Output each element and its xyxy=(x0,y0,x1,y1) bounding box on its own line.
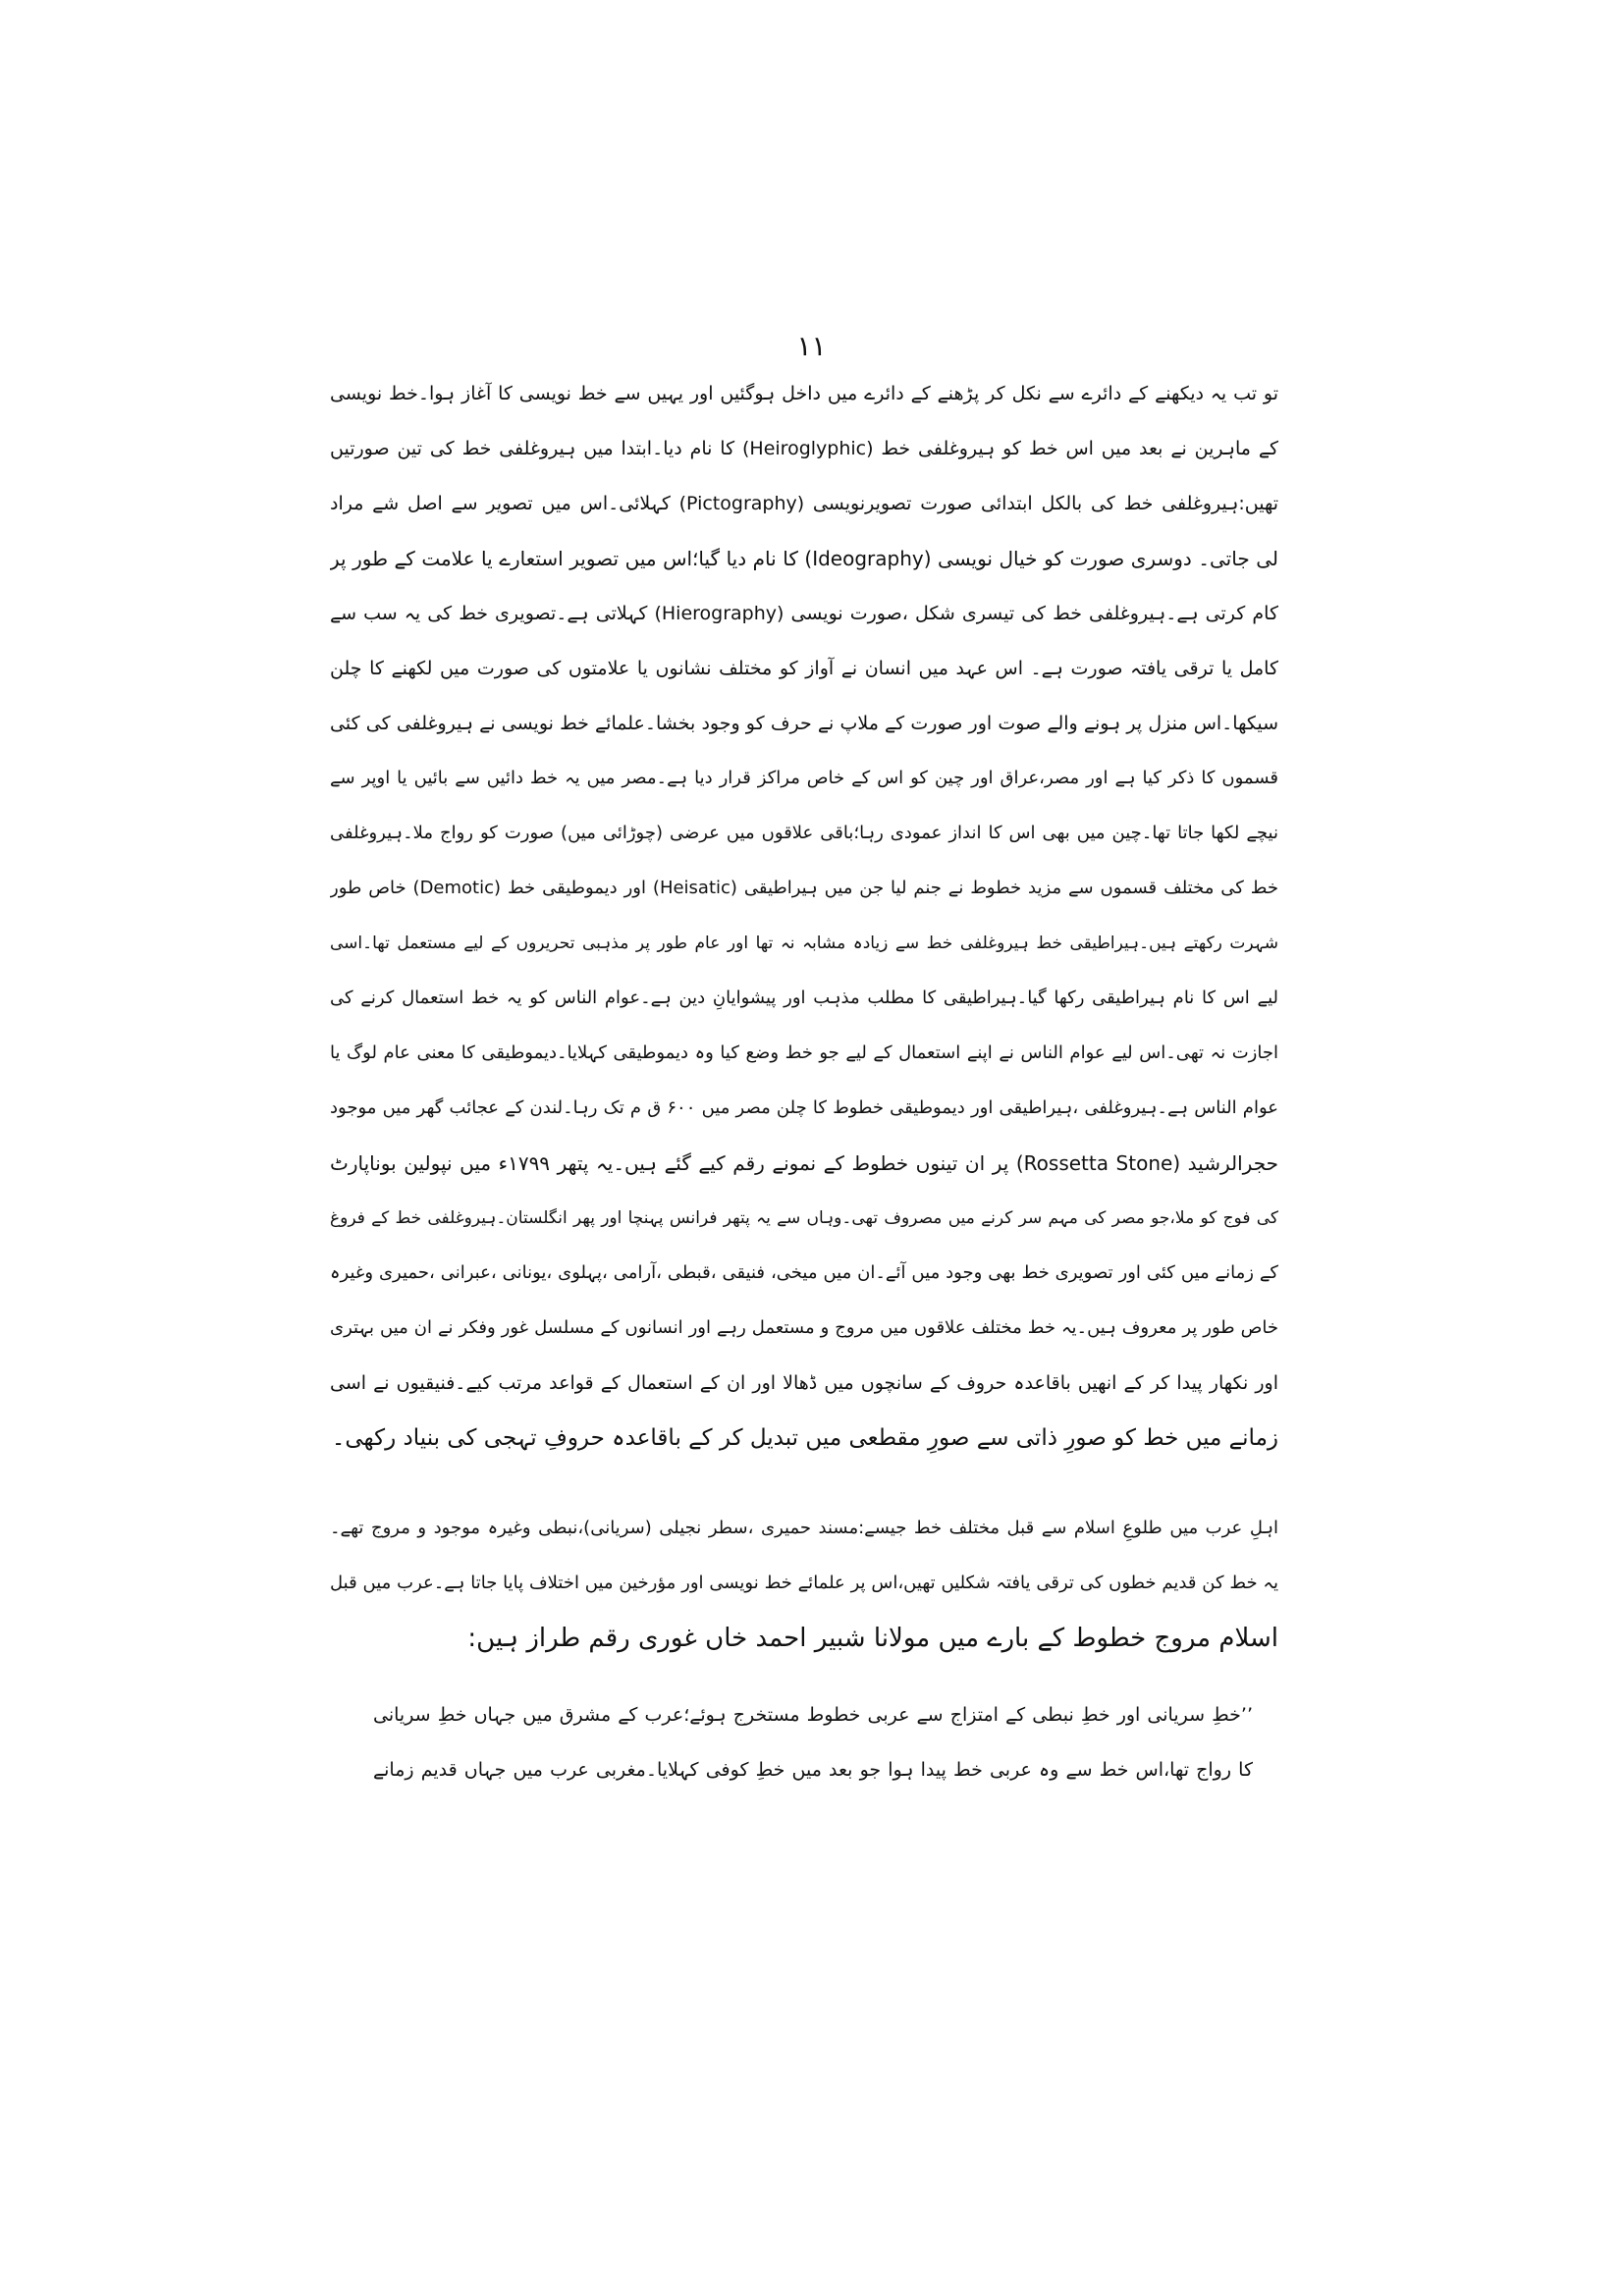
text-line: اہلِ عرب میں طلوعِ اسلام سے قبل مختلف خط جیسے:مسند حمیری ،سطر نجیلی (سریانی)،نبطی وغیرہ موجود و مروج تھے۔ xyxy=(330,1518,1278,1538)
text-line: لیے اس کا نام ہیراطیقی رکھا گیا۔ہیراطیقی کا مطلب مذہب اور پیشوایانِ دین ہے۔عوام الناس کو یہ خط استعمال کرنے کی xyxy=(330,988,1278,1008)
text-line: قسموں کا ذکر کیا ہے اور مصر،عراق اور چین کو اس کے خاص مراکز قرار دیا ہے۔مصر میں یہ خط دائیں سے بائیں یا اوپر سے xyxy=(330,768,1278,788)
text-line: خاص طور پر معروف ہیں۔یہ خط مختلف علاقوں میں مروج و مستعمل رہے اور انسانوں کے مسلسل غور وفکر نے ان میں بہتری xyxy=(330,1317,1278,1338)
paragraph-2 xyxy=(330,1501,1278,1666)
text-line: نیچے لکھا جاتا تھا۔چین میں بھی اس کا انداز عمودی رہا؛باقی علاقوں میں عرضی (چوڑائی میں) صورت کو رواج ملا۔ہیروغلفی xyxy=(330,823,1278,843)
text-line: تو تب یہ دیکھنے کے دائرے سے نکل کر پڑھنے کے دائرے میں داخل ہوگئیں اور یہیں سے خط نویسی کا آغاز ہوا۔خط نویسی xyxy=(330,383,1278,404)
text-line: کے ماہرین نے بعد میں اس خط کو ہیروغلفی خط (Heiroglyphic) کا نام دیا۔ابتدا میں ہیروغلفی خط کی تین صورتیں xyxy=(330,438,1278,459)
text-line: اسلام مروج خطوط کے بارے میں مولانا شبیر احمد خاں غوری رقم طراز ہیں: xyxy=(467,1624,1278,1653)
text-line: کی فوج کو ملا،جو مصر کی مہم سر کرنے میں مصروف تھی۔وہاں سے یہ پتھر فرانس پہنچا اور پھر انگلستان۔ہیروغلفی خط کے فروغ xyxy=(330,1208,1278,1228)
text-line: حجرالرشید (Rossetta Stone) پر ان تینوں خطوط کے نمونے رقم کیے گئے ہیں۔یہ پتھر ۱۷۹۹ء میں نپولین بوناپارٹ xyxy=(330,1151,1278,1175)
text-line: اور نکھار پیدا کر کے انھیں باقاعدہ حروف کے سانچوں میں ڈھالا اور ان کے استعمال کے قواعد مرتب کیے۔فنیقیوں نے اسی xyxy=(330,1372,1278,1394)
text-line: عوام الناس ہے۔ہیروغلفی ،ہیراطیقی اور دیموطیقی خطوط کا چلن مصر میں ۶۰۰ ق م تک رہا۔لندن کے عجائب گھر میں موجود xyxy=(330,1097,1278,1118)
text-line: سیکھا۔اس منزل پر ہونے والے صوت اور صورت کے ملاپ نے حرف کو وجود بخشا۔علمائے خط نویسی نے ہیروغلفی کی کئی xyxy=(330,713,1278,734)
text-line: تھیں:ہیروغلفی خط کی بالکل ابتدائی صورت تصویرنویسی (Pictography) کہلائی۔اس میں تصویر سے اصل شے مراد xyxy=(330,493,1278,514)
text-line: کا رواج تھا،اس خط سے وہ عربی خط پیدا ہوا جو بعد میں خطِ کوفی کہلایا۔مغربی عرب میں جہاں قدیم زمانے xyxy=(373,1759,1253,1781)
paragraph-1 xyxy=(330,366,1278,1466)
text-line: کے زمانے میں کئی اور تصویری خط بھی وجود میں آئے۔ان میں میخی، فنیقی ،قبطی ،آرامی ،پہلوی ،یونانی ،عبرانی ،حمیری وغیرہ xyxy=(330,1262,1278,1283)
text-line: کامل یا ترقی یافتہ صورت ہے۔ اس عہد میں انسان نے آواز کو مختلف نشانوں یا علامتوں کی صورت میں لکھنے کا چلن xyxy=(330,658,1278,679)
text-line: زمانے میں خط کو صورِ ذاتی سے صورِ مقطعی میں تبدیل کر کے باقاعدہ حروفِ تہجی کی بنیاد رکھی۔ xyxy=(331,1425,1278,1451)
text-line: اجازت نہ تھی۔اس لیے عوام الناس نے اپنے استعمال کے لیے جو خط وضع کیا وہ دیموطیقی کہلایا۔دیموطیقی کا معنی عام لوگ یا xyxy=(330,1042,1278,1063)
text-line: شہرت رکھتے ہیں۔ہیراطیقی خط ہیروغلفی خط سے زیادہ مشابہ نہ تھا اور عام طور پر مذہبی تحریروں کے لیے مستعمل تھا۔اسی xyxy=(330,934,1278,953)
text-line: خط کی مختلف قسموں سے مزید خطوط نے جنم لیا جن میں ہیراطیقی (Heisatic) اور دیموطیقی خط (Demotic) خاص طور xyxy=(330,878,1278,898)
page-number: ۱۱ xyxy=(796,330,827,362)
text-line: ’’خطِ سریانی اور خطِ نبطی کے امتزاج سے عربی خطوط مستخرج ہوئے؛عرب کے مشرق میں جہاں خطِ سریانی xyxy=(373,1704,1253,1726)
block-quote xyxy=(373,1687,1253,1797)
text-line: لی جاتی۔ دوسری صورت کو خیال نویسی (Ideography) کا نام دیا گیا؛اس میں تصویر استعارے یا علامت کے طور پر xyxy=(330,547,1278,570)
text-line: یہ خط کن قدیم خطوں کی ترقی یافتہ شکلیں تھیں،اس پر علمائے خط نویسی اور مؤرخین میں اختلاف پایا جاتا ہے۔عرب میں قبل xyxy=(330,1573,1278,1593)
text-line: کام کرتی ہے۔ہیروغلفی خط کی تیسری شکل ،صورت نویسی (Hierography) کہلاتی ہے۔تصویری خط کی یہ سب سے xyxy=(330,603,1278,624)
